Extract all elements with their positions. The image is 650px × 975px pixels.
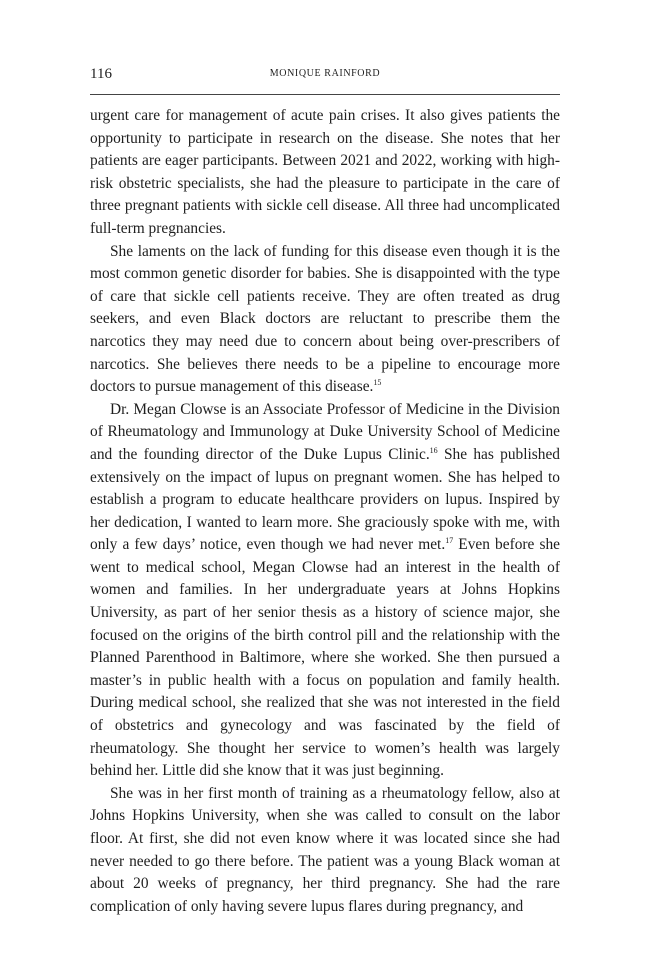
paragraph-4-text: She was in her first month of training as a rheumatology fellow, also at Johns Hopkins University, when she was called to consult on the labor floor. At first, she did not even know where it was located since she had never needed to go there before. The patient was a young Black woman at about 20 weeks of pregnancy, her third pregnancy. She had the rare complication of only having severe lupus flares during pregnancy, and [90,784,560,915]
running-title: MONIQUE RAINFORD [269,68,381,79]
footnote-ref-16: 16 [429,445,438,455]
header-rule [90,94,560,95]
paragraph-1 [90,105,560,241]
paragraph-1-text: urgent care for management of acute pain crises. It also gives patients the opportunity to participate in research on the disease. She notes that her patients are eager participants. Between 2021 and 2022, working with high-risk obstetric specialists, she had the pleasure to participate in the care of three pregnant patients with sickle cell disease. All three had uncomplicated full-term pregnancies. [90,107,560,237]
paragraph-2 [90,241,560,399]
paragraph-2-text: She laments on the lack of funding for this disease even though it is the most common genetic disorder for babies. She is disappointed with the type of care that sickle cell patients receive. They are often treated as drug seekers, and even Black doctors are reluctant to prescribe them the narcotics they may need due to concern about being over-prescribers of narcotics. She believes there needs to be a pipeline to encourage more doctors to pursue management of this disease. [90,242,560,396]
paragraph-3-text-b: She has published extensively on the impact of lupus on pregnant women. She has helped to establish a program to educate healthcare providers on lupus. Inspired by her dedication, I wanted to learn more. She graciously spoke with me, with only a few days’ notice, even though we had never met. [90,445,560,554]
paragraph-3-text-a: Dr. Megan Clowse is an Associate Professor of Medicine in the Division of Rheumatology and Immunology at Duke University School of Medicine and the founding director of the Duke Lupus Clinic. [90,400,560,463]
paragraph-4 [90,783,560,919]
paragraph-3 [90,399,560,783]
running-head [90,66,560,88]
footnote-ref-17: 17 [445,536,454,546]
footnote-ref-15: 15 [373,378,382,388]
book-page [90,66,560,918]
page-number: 116 [90,66,112,82]
body-text [90,105,560,918]
paragraph-3-text-c: Even before she went to medical school, Megan Clowse had an interest in the health of women and families. In her undergraduate years at Johns Hopkins University, as part of her senior thesis as a history of science major, she focused on the origins of the birth control pill and the relationship with the Planned Parenthood in Baltimore, where she worked. She then pursued a master’s in public health with a focus on population and family health. During medical school, she realized that she was not interested in the field of obstetrics and gynecology and was fascinated by the field of rheumatology. She thought her service to women’s health was largely behind her. Little did she know that it was just beginning. [90,536,560,780]
